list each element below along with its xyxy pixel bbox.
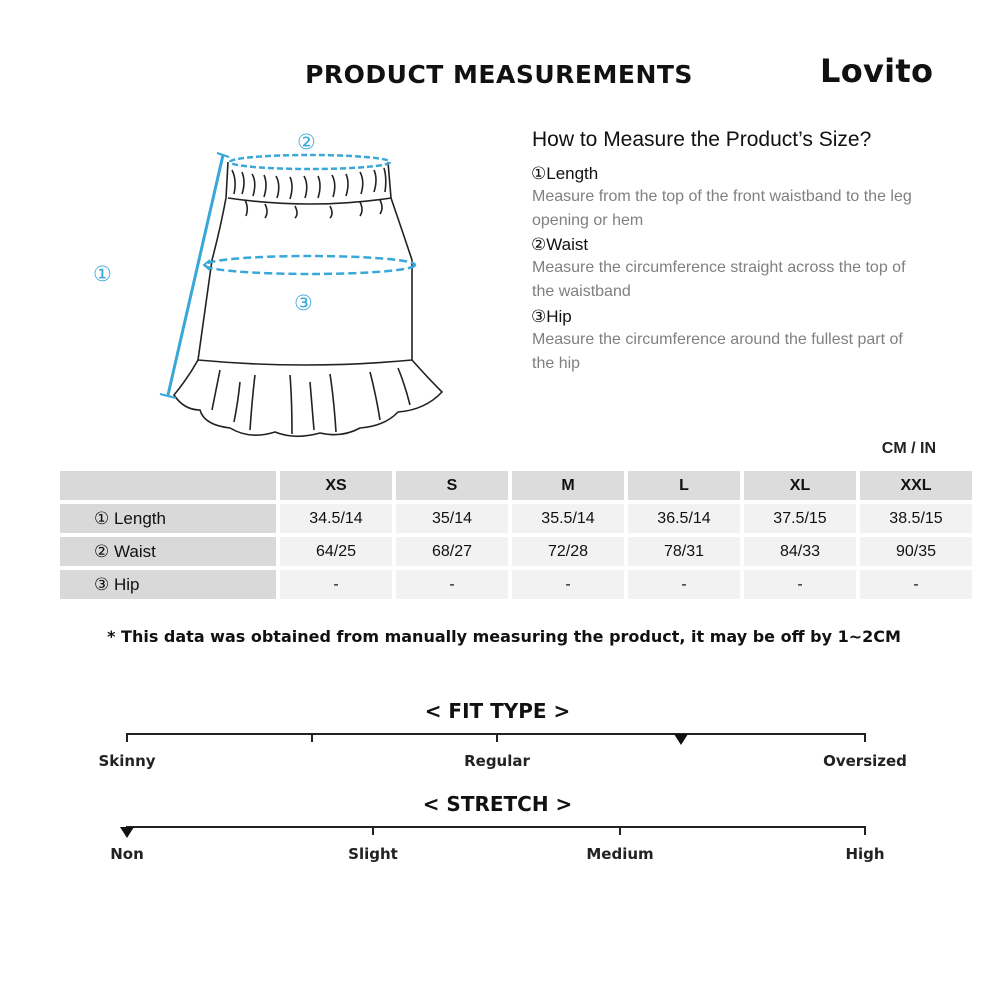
units-label: CM / IN: [881, 440, 936, 457]
table-row: [60, 504, 972, 533]
size-header: S: [396, 471, 508, 500]
stretch-tick: [864, 826, 866, 835]
stretch-title: < STRETCH >: [422, 792, 573, 816]
length-description: Measure from the top of the front waistband to the leg opening or hem: [532, 188, 912, 229]
brand-logo: Lovito: [820, 52, 934, 90]
table-cell: 84/33: [744, 537, 856, 566]
howto-title: How to Measure the Product’s Size?: [532, 128, 872, 151]
table-cell: 38.5/15: [860, 504, 972, 533]
table-cell: 64/25: [280, 537, 392, 566]
fit-type-label-regular: Regular: [464, 752, 530, 770]
stretch-scale-line: [126, 826, 866, 828]
stretch-label-high: High: [845, 845, 885, 863]
table-cell: 35/14: [396, 504, 508, 533]
row-label-hip: ③ Hip: [60, 570, 276, 599]
size-header: M: [512, 471, 624, 500]
size-header: L: [628, 471, 740, 500]
fit-type-tick: [864, 733, 866, 742]
fit-type-label-skinny: Skinny: [98, 752, 156, 770]
fit-type-tick: [311, 733, 313, 742]
stretch-label-non: Non: [110, 845, 144, 863]
table-cell: 37.5/15: [744, 504, 856, 533]
table-cell: -: [744, 570, 856, 599]
table-cell: 78/31: [628, 537, 740, 566]
fit-type-title: < FIT TYPE >: [424, 699, 571, 723]
hip-guide: [205, 256, 415, 274]
stretch-label-medium: Medium: [586, 845, 654, 863]
table-cell: -: [280, 570, 392, 599]
waist-description: Measure the circumference straight across the top of the waistband: [532, 259, 906, 300]
size-header: XS: [280, 471, 392, 500]
size-header: XL: [744, 471, 856, 500]
length-heading: ①Length: [531, 164, 599, 183]
row-label-length: ① Length: [60, 504, 276, 533]
size-header: XXL: [860, 471, 972, 500]
table-cell: -: [860, 570, 972, 599]
fit-type-tick: [126, 733, 128, 742]
length-marker: ①: [93, 263, 112, 286]
table-cell: 90/35: [860, 537, 972, 566]
table-cell: 72/28: [512, 537, 624, 566]
row-label-waist: ② Waist: [60, 537, 276, 566]
fit-type-label-oversized: Oversized: [823, 752, 907, 770]
table-cell: 36.5/14: [628, 504, 740, 533]
measurement-note: * This data was obtained from manually measuring the product, it may be off by 1~2CM: [107, 627, 901, 646]
length-guide: [168, 155, 223, 395]
table-cell: 35.5/14: [512, 504, 624, 533]
size-header-row: [60, 471, 972, 500]
stretch-label-slight: Slight: [348, 845, 398, 863]
table-row: [60, 570, 972, 599]
waist-marker: ②: [297, 131, 316, 154]
table-cell: 68/27: [396, 537, 508, 566]
stretch-tick: [372, 826, 374, 835]
stretch-marker: [120, 827, 134, 838]
table-row: [60, 537, 972, 566]
stretch-tick: [619, 826, 621, 835]
hip-marker: ③: [294, 292, 313, 315]
hip-description: Measure the circumference around the fullest part of the hip: [532, 331, 903, 372]
table-cell: -: [628, 570, 740, 599]
waist-guide: [230, 155, 390, 169]
table-cell: -: [396, 570, 508, 599]
waist-heading: ②Waist: [531, 235, 589, 254]
table-corner: [60, 471, 276, 500]
fit-type-marker: [674, 734, 688, 745]
skirt-diagram: [80, 120, 460, 450]
page-title: PRODUCT MEASUREMENTS: [305, 60, 693, 89]
table-cell: -: [512, 570, 624, 599]
fit-type-tick: [496, 733, 498, 742]
hip-heading: ③Hip: [531, 307, 572, 326]
size-table: [56, 467, 976, 603]
table-cell: 34.5/14: [280, 504, 392, 533]
